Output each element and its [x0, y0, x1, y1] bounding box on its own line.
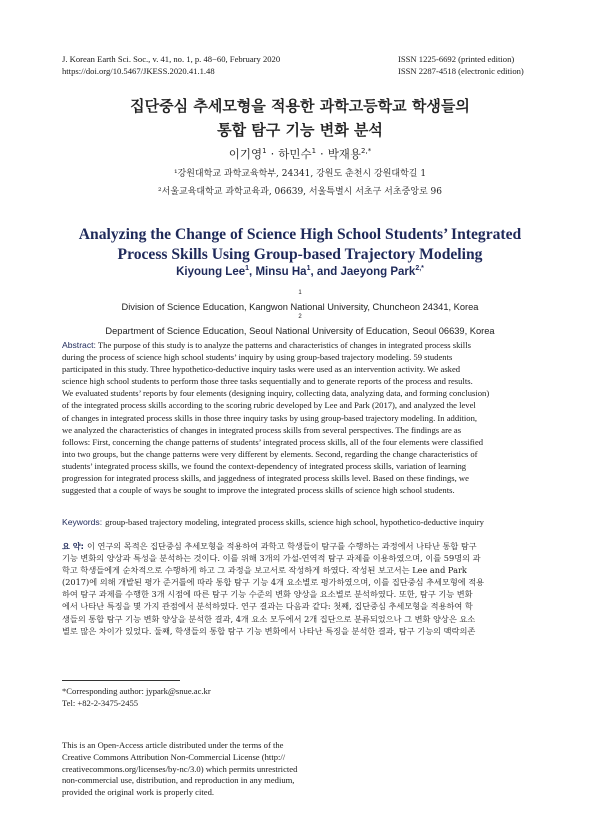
journal-line: J. Korean Earth Sci. Soc., v. 41, no. 1, p. 48−60, February 2020	[62, 54, 281, 64]
abstract-line-6: of the integrated process skills according to the scoring rubric developed by Lee and Park (2017), and analyzed the level	[62, 400, 476, 411]
corresponding-author-tel: Tel: +82-2-3475-2455	[62, 697, 139, 708]
author-kr-3-sup: 2,*	[361, 147, 372, 156]
issn-block	[398, 53, 524, 77]
kr-abstract-label: 요 약:	[62, 541, 84, 551]
abstract-line-8: we analyzed the characteristics of changes in integrated process skills from several perspectives. The findings are as	[62, 424, 462, 435]
keywords	[62, 517, 539, 527]
english-title-line-1: Analyzing the Change of Science High School Students’ Integrated	[78, 226, 522, 243]
author-kr-1: 이기영	[228, 147, 263, 161]
open-access-line-2: Creative Commons Attribution Non-Commercial License (http://	[62, 751, 286, 762]
author-en-1-sup: 1	[245, 265, 250, 273]
author-comma: ,	[310, 266, 314, 278]
english-title	[50, 225, 550, 265]
abstract-line-1	[62, 339, 539, 351]
author-separator: ·	[270, 147, 275, 161]
aff-en-2-sup: 2	[298, 313, 302, 320]
kr-abstract-line-8: 별로 많은 차이가 있었다. 둘째, 학생들의 통합 탐구 기능 변화에서 나타난 특징을 분석한 결과, 탐구 기능의 맥락의존	[62, 625, 476, 636]
author-en-3: and Jaeyong Park	[316, 266, 416, 278]
aff-en-1-sup: 1	[298, 289, 302, 296]
open-access-line-4: non-commercial use, distribution, and reproduction in any medium,	[62, 775, 295, 786]
open-access-line-1: This is an Open-Access article distributed under the terms of the	[62, 740, 284, 750]
abstract-line-10: into two groups, but the change patterns were very different by elements. Second, regarding the change characteristics of	[62, 448, 478, 459]
abstract-line-2: during the process of science high school students’ inquiry by using group-based trajectory modeling. 59 students	[62, 352, 453, 363]
abstract-line-3: participated in this study. Three hypothetico-deductive inquiry tasks were used as an intervention activity. We asked	[62, 364, 461, 375]
korean-authors	[60, 146, 540, 162]
abstract-line-9: follows: First, concerning the change patterns of students’ integrated process skills, all of the four elements were classified	[62, 436, 484, 447]
doi-link[interactable]: https://doi.org/10.5467/JKESS.2020.41.1.48	[62, 66, 215, 76]
kr-abstract-line-1-text: 이 연구의 목적은 집단중심 추세모형을 적용하여 과학고 학생들이 탐구를 수행하는 과정에서 나타난 통합 탐구	[86, 541, 477, 551]
aff-en-1-text: Division of Science Education, Kangwon National University, Chuncheon 24341, Korea	[121, 302, 479, 312]
english-affiliation-2	[50, 313, 550, 337]
corresponding-author-email[interactable]: *Corresponding author: jypark@snue.ac.kr	[62, 686, 211, 696]
kr-abstract-line-3: 학고 학생들에게 순차적으로 수행하게 하고 그 과정을 보고서로 작성하게 하였다. 작성된 보고서는 Lee and Park	[62, 565, 467, 576]
abstract-line-1-text: The purpose of this study is to analyze the patterns and characteristics of changes in integrated process skills	[97, 340, 471, 350]
author-kr-3: 박재용	[327, 147, 362, 161]
author-separator: ·	[320, 147, 324, 161]
correspondence-footnote	[62, 686, 211, 710]
english-authors	[50, 266, 550, 278]
english-title-line-2: Process Skills Using Group-based Trajectory Modeling	[117, 246, 483, 263]
author-en-2-sup: 1	[306, 265, 311, 273]
open-access-notice	[62, 740, 297, 799]
english-affiliation-1	[50, 289, 550, 313]
keywords-label: Keywords:	[62, 517, 103, 527]
open-access-line-5: provided the original work is properly cited.	[62, 787, 215, 798]
open-access-line-3: creativecommons.org/licenses/by-nc/3.0) which permits unrestricted	[62, 763, 298, 774]
korean-title	[60, 94, 540, 142]
korean-affiliations	[60, 165, 540, 201]
abstract-line-12: progression for integrated process skills, and jaggedness of integrated process skills level. Based on these findings, we	[62, 473, 469, 484]
korean-affiliation-1: ¹강원대학교 과학교육학부, 24341, 강원도 춘천시 강원대학길 1	[173, 169, 427, 179]
footnote-divider	[62, 680, 180, 681]
abstract-line-5: We evaluated students’ reports by four elements (designing inquiry, collecting data, analyzing data, and forming conclusion)	[62, 388, 490, 399]
abstract-label: Abstract:	[62, 340, 96, 350]
author-comma: ,	[249, 266, 253, 278]
kr-abstract-line-5: 하여 탐구 과제를 수행한 3개 시점에 따른 탐구 기능 수준의 변화 양상을 요소별로 분석하였다. 또한, 탐구 기능 변화	[62, 589, 473, 600]
kr-abstract-line-7: 생들의 통합 탐구 기능 변화 양상을 분석한 결과, 4개 요소 모두에서 2개 집단으로 분류되었으나 그 변화 양상은 요소	[62, 613, 476, 624]
kr-abstract-line-6: 에서 나타난 특징을 몇 가지 관점에서 분석하였다. 연구 결과는 다음과 같다: 첫째, 집단중심 추세모형을 적용하여 학	[62, 601, 473, 612]
abstract-line-7: of changes in integrated process skills in those three inquiry tasks by using group-based trajectory modeling. In addition,	[62, 412, 478, 423]
author-kr-2: 하민수	[278, 147, 312, 161]
journal-citation	[62, 53, 280, 77]
issn-electronic: ISSN 2287-4518 (electronic edition)	[398, 66, 524, 76]
kr-abstract-line-2: 기능 변화의 양상과 특성을 분석하는 것이다. 이를 위해 3개의 가설-연역적 탐구 과제를 이용하였으며, 이를 59명의 과	[62, 553, 481, 564]
author-kr-1-sup: 1	[262, 147, 267, 156]
kr-abstract-line-4: (2017)에 의해 개발된 평가 준거틀에 따라 통합 탐구 기능 4개 요소별로 평가하였으며, 이를 집단중심 추세모형에 적용	[62, 577, 485, 588]
korean-title-line-2: 통합 탐구 기능 변화 분석	[217, 121, 383, 139]
english-abstract	[62, 339, 539, 496]
korean-title-line-1: 집단중심 추세모형을 적용한 과학고등학교 학생들의	[130, 97, 470, 115]
korean-affiliation-2: ²서울교육대학교 과학교육과, 06639, 서울특별시 서초구 서초중앙로 96	[158, 187, 442, 197]
author-kr-2-sup: 1	[311, 147, 317, 156]
kr-abstract-line-1	[62, 540, 539, 552]
issn-print: ISSN 1225-6692 (printed edition)	[398, 54, 515, 64]
author-en-2: Minsu Ha	[255, 266, 307, 278]
abstract-line-11: students’ integrated process skills, we found the context-dependency of integrated process skills, variation of learning	[62, 460, 467, 471]
korean-abstract	[62, 540, 539, 637]
author-en-1: Kiyoung Lee	[176, 266, 246, 278]
keywords-text: group-based trajectory modeling, integrated process skills, science high school, hypothetico-deductive inquiry	[105, 517, 484, 527]
english-affiliations	[50, 289, 550, 337]
abstract-line-4: science high school students to perform those three tasks sequentially and to generate reports of the process and results.	[62, 376, 473, 387]
abstract-line-13: suggested that a couple of ways be sought to improve the integrated process skills of science high school students.	[62, 485, 455, 496]
aff-en-2-text: Department of Science Education, Seoul National University of Education, Seoul 06639, Korea	[105, 326, 495, 336]
author-en-3-sup: 2,*	[415, 265, 424, 273]
